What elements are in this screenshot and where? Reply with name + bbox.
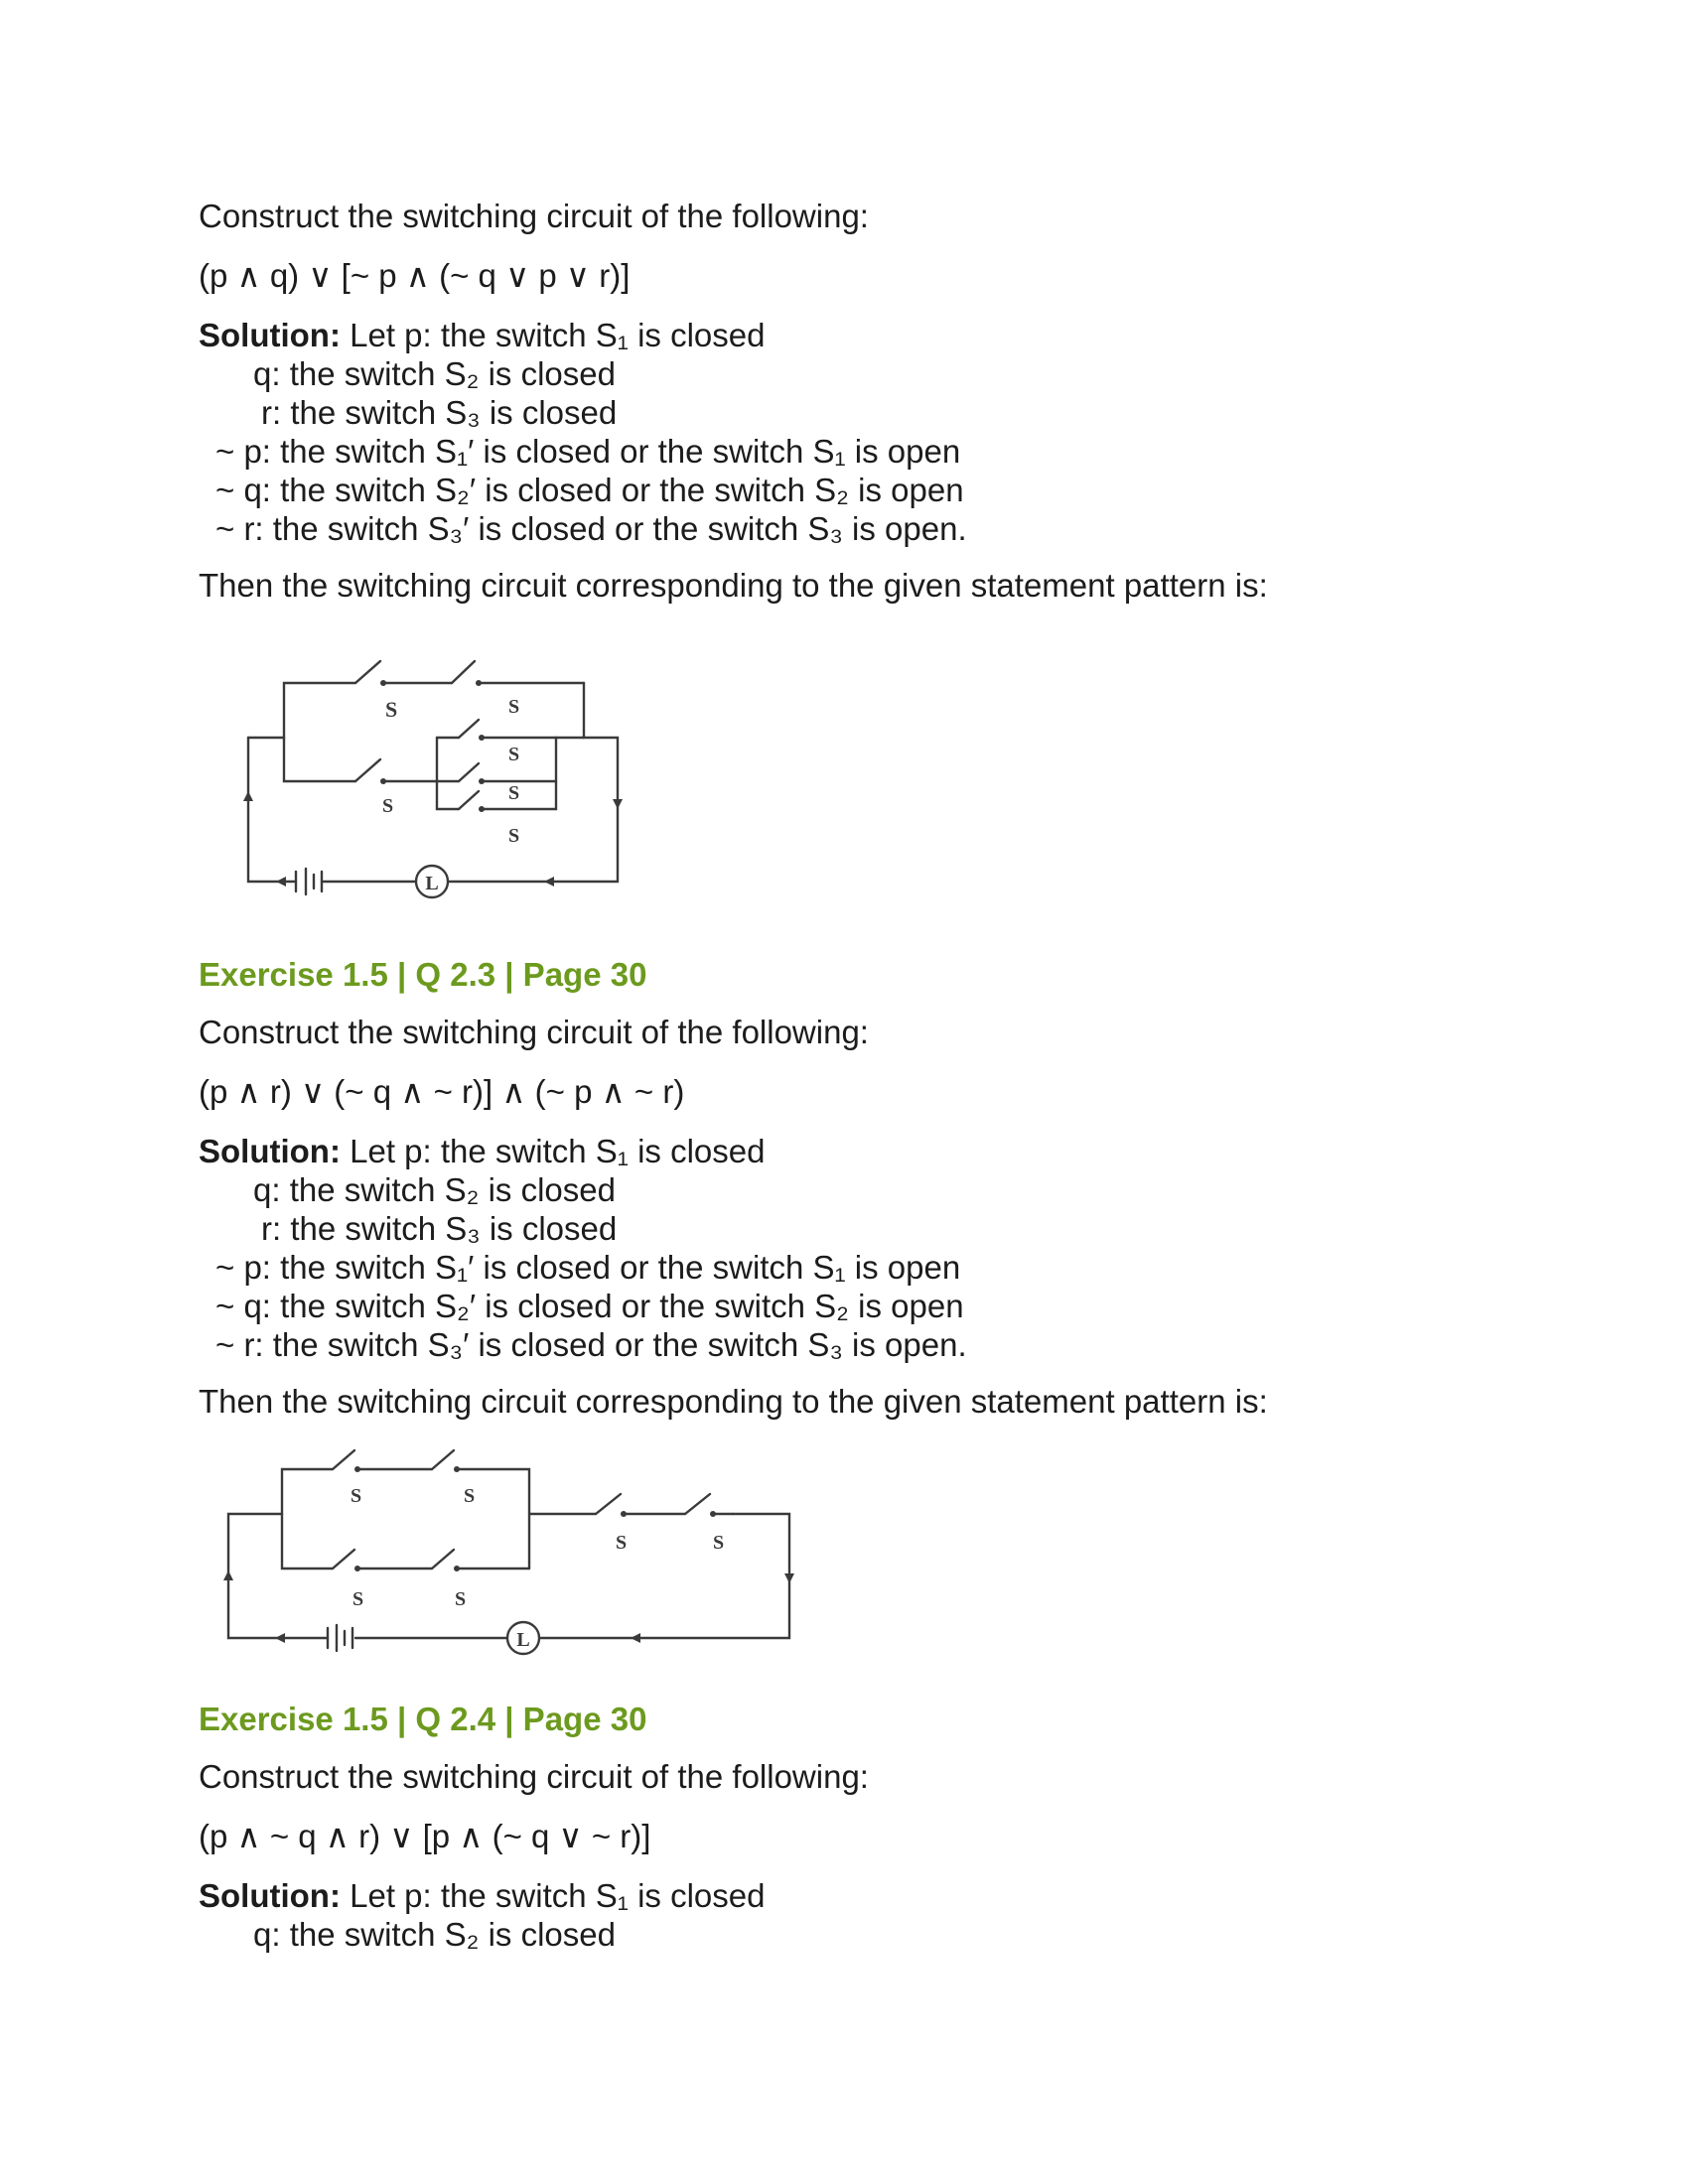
logic-expression: (p ∧ ~ q ∧ r) ∨ [p ∧ (~ q ∨ ~ r)] [199, 1818, 651, 1854]
switch-s1-blade [355, 661, 380, 683]
definition-r: r: the switch S₃ is closed [261, 394, 618, 431]
switch-s1-prime-label: S [382, 795, 394, 817]
definition-p: Let p: the switch S₁ is closed [350, 1877, 766, 1914]
definition-q: q: the switch S₂ is closed [253, 1171, 616, 1208]
switch-s1-label: S [351, 1485, 362, 1507]
definition-not-r: ~ r: the switch S₃′ is closed or the switch S₃ is open. [215, 1326, 967, 1363]
lamp-label: L [516, 1629, 530, 1651]
switch-s3-label: S [508, 782, 520, 804]
logic-expression: (p ∧ q) ∨ [~ p ∧ (~ q ∨ p ∨ r)] [199, 257, 631, 294]
solution-line [199, 316, 765, 355]
exercise-heading: Exercise 1.5 | Q 2.3 | Page 30 [199, 956, 647, 993]
switch-s3-prime-second-label: S [713, 1532, 725, 1554]
definition-not-p: ~ p: the switch S₁′ is closed or the switch S₁ is open [215, 1249, 961, 1286]
definition-q: q: the switch S₂ is closed [253, 355, 616, 392]
switching-circuit-diagram-1 [228, 640, 645, 908]
definition-not-q: ~ q: the switch S₂′ is closed or the switch S₂ is open [215, 472, 964, 508]
solution-line [199, 1132, 765, 1171]
definition-p: Let p: the switch S₁ is closed [350, 1133, 766, 1169]
question-prompt: Construct the switching circuit of the following: [199, 1014, 869, 1050]
solution-line [199, 1876, 765, 1916]
question-prompt: Construct the switching circuit of the following: [199, 1758, 869, 1795]
question-prompt: Construct the switching circuit of the following: [199, 198, 869, 234]
switching-circuit-diagram-2 [213, 1444, 809, 1673]
switch-s3-prime-label: S [455, 1588, 467, 1610]
definition-r: r: the switch S₃ is closed [261, 1210, 618, 1247]
switch-s2-prime-label: S [352, 1588, 364, 1610]
logic-expression: (p ∧ r) ∨ (~ q ∧ ~ r)] ∧ (~ p ∧ ~ r) [199, 1073, 685, 1110]
solution-label: Solution: [199, 1877, 341, 1914]
switch-s2-label: S [508, 696, 520, 718]
switch-s3-second-label: S [508, 825, 520, 847]
switch-s1-prime-label: S [616, 1532, 628, 1554]
definition-not-p: ~ p: the switch S₁′ is closed or the switch S₁ is open [215, 433, 961, 470]
switch-s1-label: S [385, 697, 398, 722]
switch-s2-prime-label: S [508, 744, 520, 765]
conclusion-text: Then the switching circuit corresponding to the given statement pattern is: [199, 1383, 1268, 1420]
definition-not-r: ~ r: the switch S₃′ is closed or the switch S₃ is open. [215, 510, 967, 547]
definition-p: Let p: the switch S₁ is closed [350, 317, 766, 353]
definition-q: q: the switch S₂ is closed [253, 1916, 616, 1953]
lamp-label: L [425, 873, 439, 894]
switch-s3-label: S [464, 1485, 476, 1507]
exercise-heading: Exercise 1.5 | Q 2.4 | Page 30 [199, 1701, 647, 1737]
solution-label: Solution: [199, 1133, 341, 1169]
solution-label: Solution: [199, 317, 341, 353]
conclusion-text: Then the switching circuit corresponding to the given statement pattern is: [199, 567, 1268, 604]
definition-not-q: ~ q: the switch S₂′ is closed or the switch S₂ is open [215, 1288, 964, 1324]
